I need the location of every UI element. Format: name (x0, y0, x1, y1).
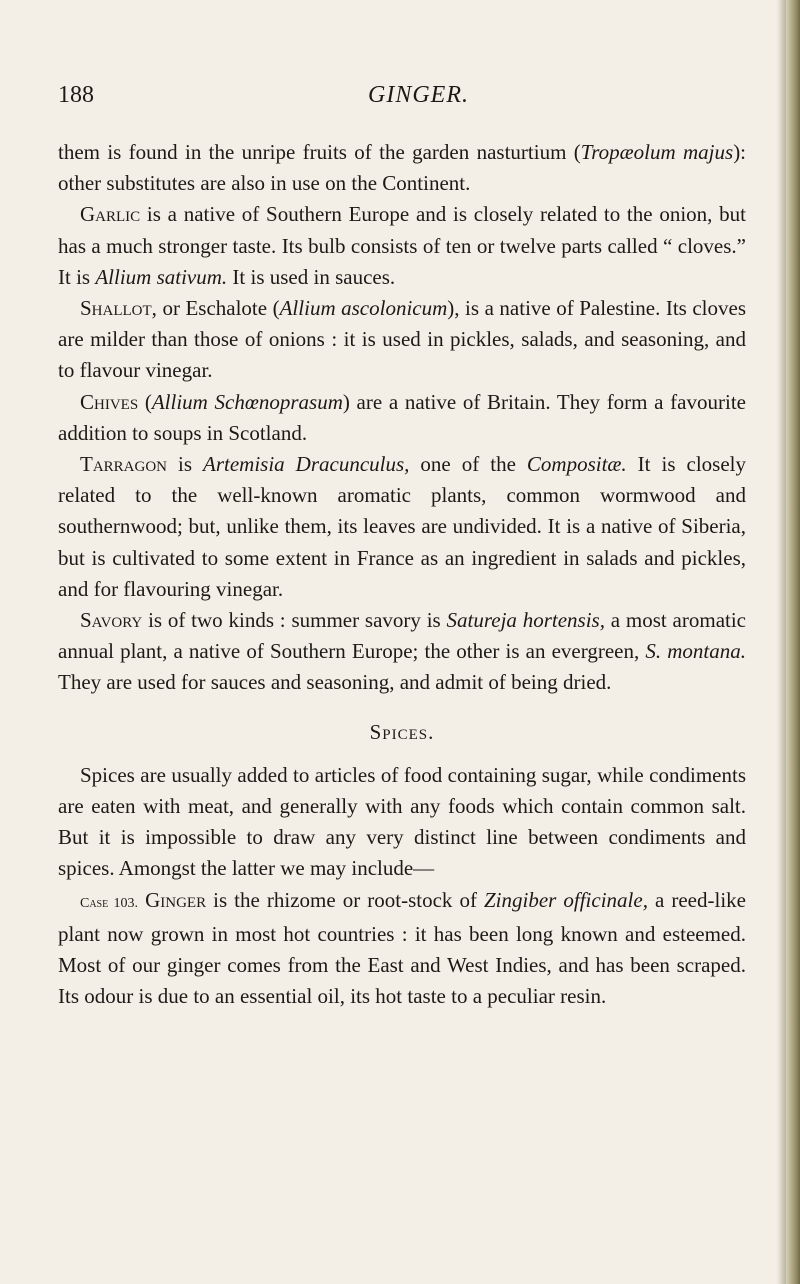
paragraph-chives: Chives (Allium Schœnoprasum) are a native of Britain. They form a favourite addition to soups in Scotland. (58, 389, 746, 445)
paragraph-ginger: Case 103. Ginger is the rhizome or root-stock of Zingiber officinale, a reed-like plant now grown in most hot countries : it has been long known and esteemed. Most of our ginger comes from the East and West Indies, and has been scraped. Its odour is due to an essential oil, its hot taste to a peculiar resin. (58, 887, 746, 1009)
entry-term: Savory (80, 608, 143, 633)
entry-term: Ginger (145, 887, 207, 912)
paragraph-tarragon: Tarragon is Artemisia Dracunculus, one of the Compositæ. It is closely related to the well-known aromatic plants, common wormwood and southernwood; but, unlike them, its leaves are undivided. It is a native of Siberia, but is cultivated to some extent in France as an ingredient in salads and pickles, and for flavouring vinegar. (58, 452, 746, 601)
case-note: Case 103. (80, 895, 139, 911)
section-heading-spices: Spices. (369, 719, 435, 744)
paragraph-garlic: Garlic is a native of Southern Europe and is closely related to the onion, but has a much stronger taste. Its bulb consists of ten or twelve parts called “ cloves.” It is Allium sativum. It is used in sauces. (58, 202, 746, 289)
entry-term: Tarragon (80, 452, 167, 477)
page-edge-shadow (776, 0, 786, 1284)
paragraph-spices-intro: Spices are usually added to articles of food containing sugar, while condiments are eaten with meat, and generally with any foods which contain common salt. But it is impossible to draw any very distinct line between condiments and spices. Amongst the latter we may include— (58, 762, 746, 881)
paragraph-savory: Savory is of two kinds : summer savory is Satureja hortensis, a most aromatic annual plant, a native of Southern Europe; the other is an evergreen, S. montana. They are used for sauces and seasoning, and admit of being dried. (58, 608, 747, 695)
entry-term: Shallot, (80, 296, 157, 321)
entry-term: Garlic (80, 202, 141, 227)
page-body (58, 137, 746, 1012)
page-number: 188 (58, 82, 94, 108)
paragraph-shallot: Shallot, or Eschalote (Allium ascolonicum), is a native of Palestine. Its cloves are milder than those of onions : it is used in pickles, salads, and seasoning, and to flavour vinegar. (58, 296, 747, 383)
paragraph-nasturtium: them is found in the unripe fruits of the garden nasturtium (Tropæolum majus): other substitutes are also in use on the Continent. (58, 140, 747, 196)
page-header (58, 72, 748, 112)
running-head: GINGER. (368, 82, 469, 108)
entry-term: Chives (80, 389, 139, 414)
